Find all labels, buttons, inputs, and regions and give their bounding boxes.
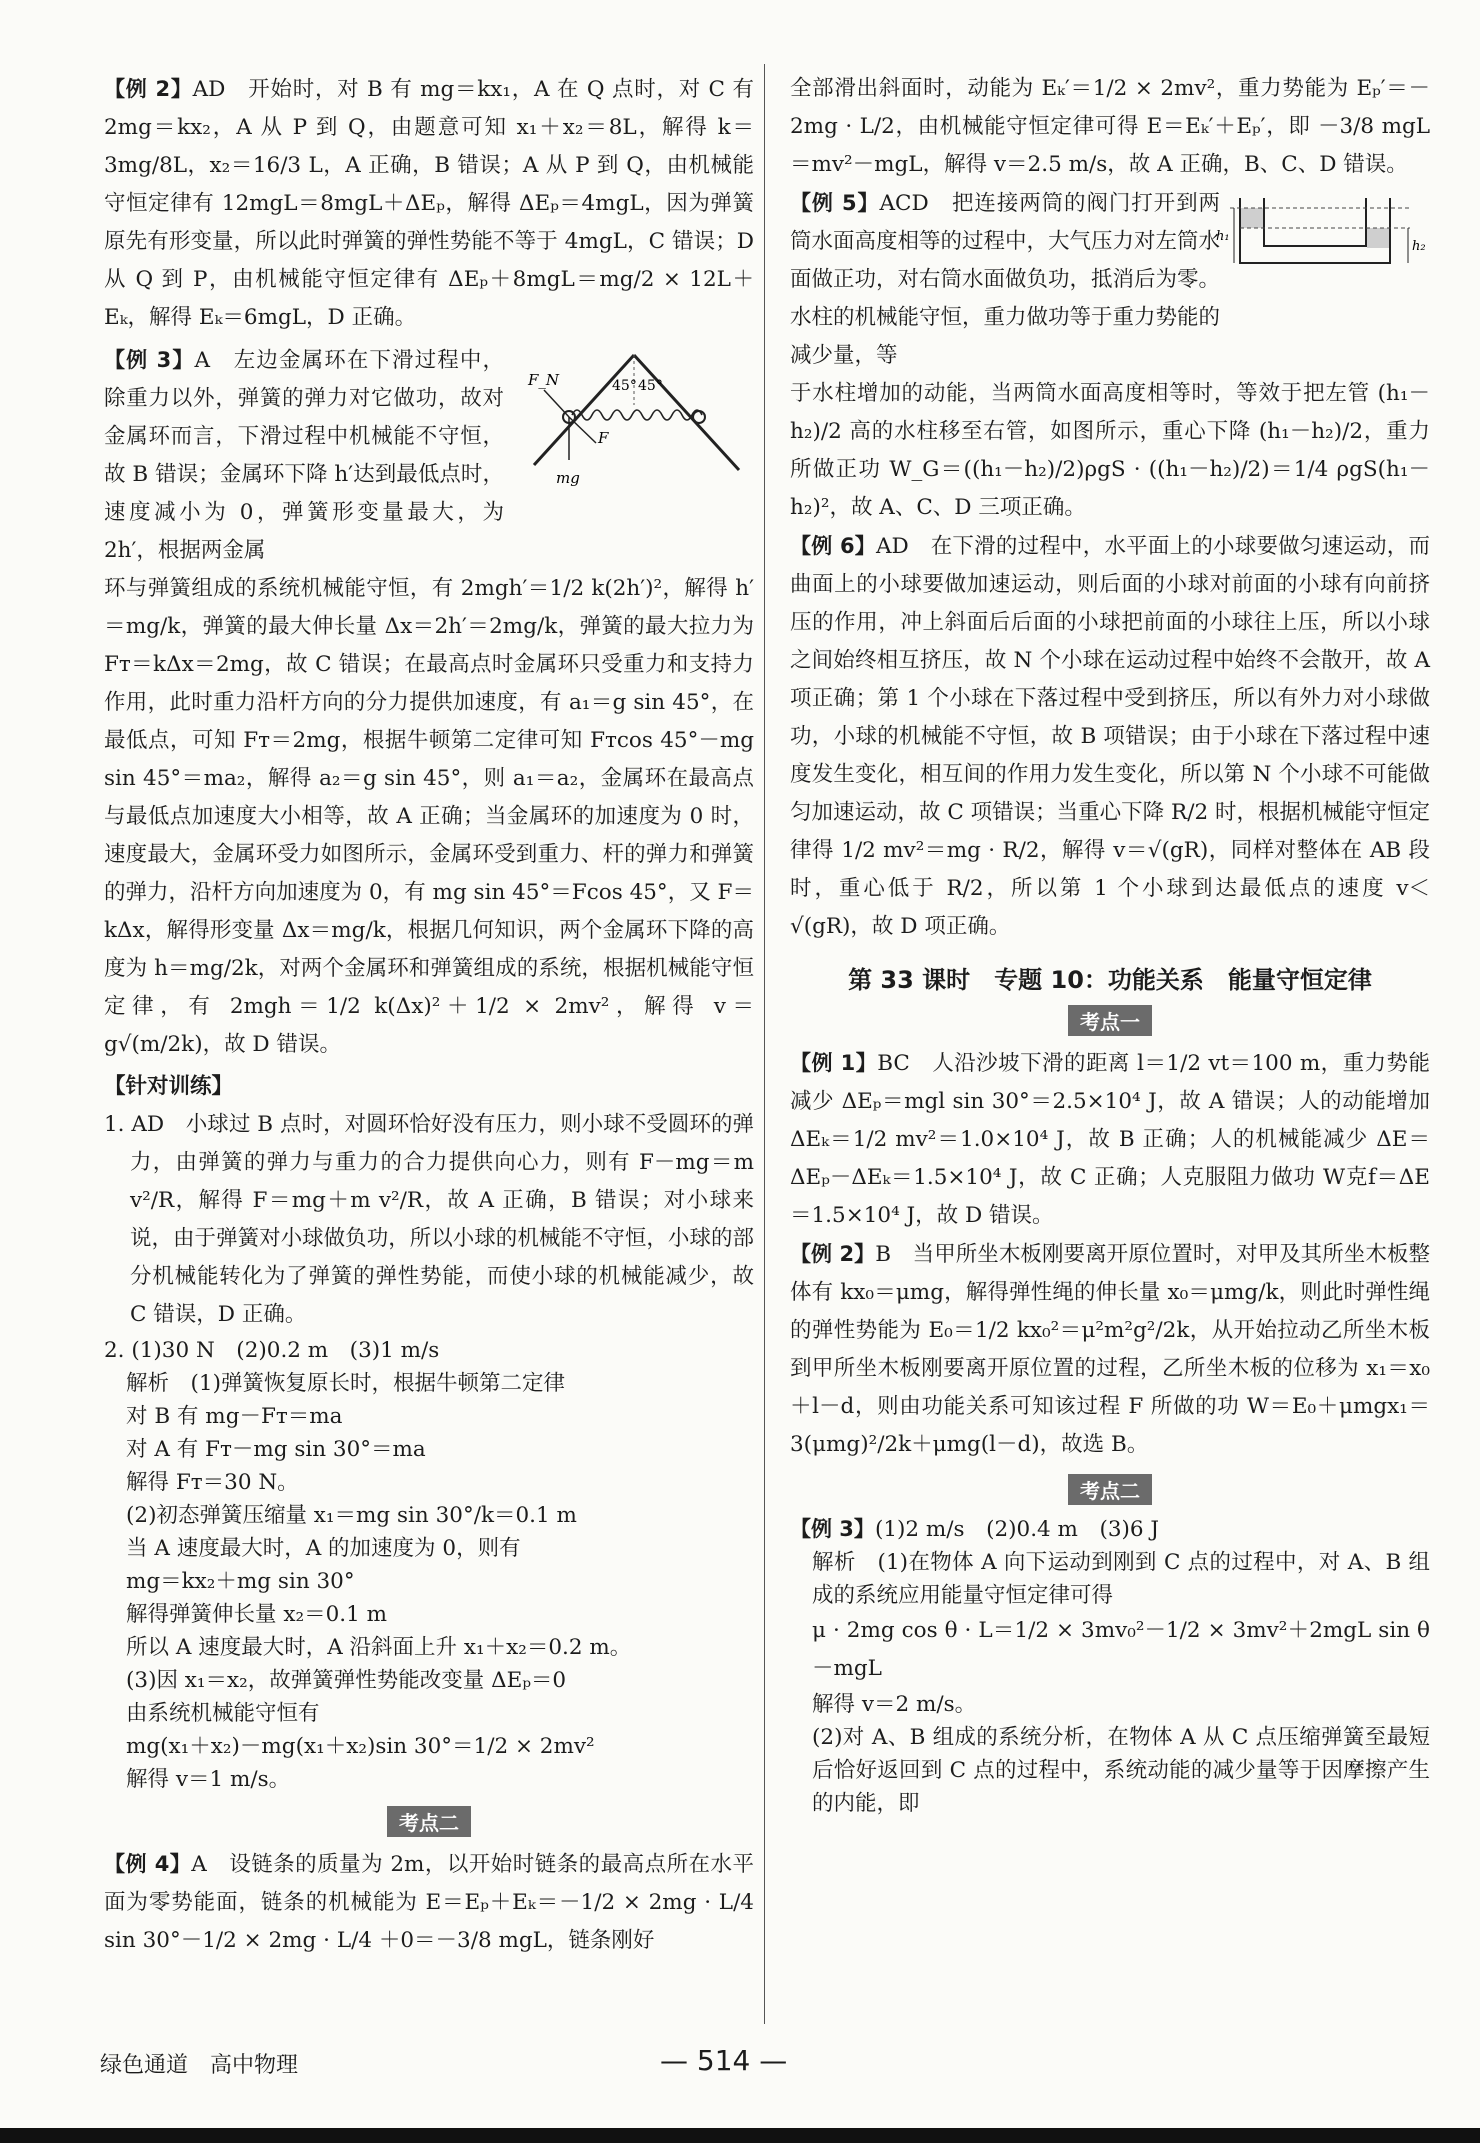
- f-label: F: [598, 429, 609, 447]
- example-2: [104, 70, 754, 337]
- example-text: AD 开始时，对 B 有 mg＝kx₁，A 在 Q 点时，对 C 有 2mg＝kx₂，A 从 P 到 Q，由题意可知 x₁＋x₂＝8L，解得 k＝3mg/8L，x₂＝16/3 L，A 正确，B 错误；A 从 P 到 Q，由机械能守恒定律有 12mgL＝8mgL＋ΔEₚ，解得 ΔEₚ＝4mgL，因为弹簧原先有形变量，所以此时弹簧的弹性势能不等于 4mgL，C 错误；D 从 Q 到 P，由机械能守恒定律有 ΔEₚ＋8mgL＝mg/2 × 12L＋Eₖ，解得 Eₖ＝6mgL，D 正确。: [104, 77, 754, 330]
- solution-line: 解析 (1)在物体 A 向下运动到刚到 C 点的过程中，对 A、B 组成的系统应用能量守恒定律可得: [812, 1550, 1430, 1608]
- solution-line: 当 A 速度最大时，A 的加速度为 0，则有: [126, 1536, 521, 1561]
- example-text: A 左边金属环在下滑过程中，除重力以外，弹簧的弹力对它做功，故对金属环而言，下滑过程中机械能不守恒，故 B 错误；金属环下降 h′达到最低点时，速度减小为 0，弹簧形变量最大，为 2h′，根据两金属: [104, 348, 504, 563]
- lesson-example-3-answer: [790, 1513, 1430, 1546]
- training-question-2-answer: 2. (1)30 N (2)0.2 m (3)1 m/s: [104, 1338, 440, 1363]
- page-number: — 514 —: [660, 2044, 788, 2077]
- section-title: 考点一: [1068, 1005, 1152, 1036]
- example-4-continued: 全部滑出斜面时，动能为 Eₖ′＝1/2 × 2mv²，重力势能为 Eₚ′＝－2mg · L/2，由机械能守恒定律可得 E＝Eₖ′＋Eₚ′，即 －3/8 mgL＝mv²－mgL，解得 v＝2.5 m/s，故 A 正确，B、C、D 错误。: [790, 76, 1430, 177]
- h1-label: h₁: [1216, 229, 1230, 244]
- example-text: A 设链条的质量为 2m，以开始时链条的最高点所在水平面为零势能面，链条的机械能为 E＝Eₚ＋Eₖ＝－1/2 × 2mg · L/4 sin 30°－1/2 × 2mg · L/4 ＋0＝－3/8 mgL，链条刚好: [104, 1852, 754, 1953]
- example-3-text-b: 环与弹簧组成的系统机械能守恒，有 2mgh′＝1/2 k(2h′)²，解得 h′＝mg/k，弹簧的最大伸长量 Δx＝2h′＝2mg/k，弹簧的最大拉力为 Fᴛ＝kΔx＝2mg，故 C 错误；在最高点时金属环只受重力和支持力作用，此时重力沿杆方向的分力提供加速度，有 a₁＝g sin 45°，在最低点，可知 Fᴛ＝2mg，根据牛顿第二定律可知 Fᴛcos 45°－mg sin 45°＝ma₂，解得 a₂＝g sin 45°，则 a₁＝a₂，金属环在最高点与最低点加速度大小相等，故 A 正确；当金属环的加速度为 0 时，速度最大，金属环受力如图所示，金属环受到重力、杆的弹力和弹簧的弹力，沿杆方向加速度为 0，有 mg sin 45°＝Fcos 45°，又 F＝kΔx，解得形变量 Δx＝mg/k，根据几何知识，两个金属环下降的高度为 h＝mg/2k，对两个金属环和弹簧组成的系统，根据机械能守恒定律，有 2mgh＝1/2 k(Δx)²＋1/2 × 2mv²，解得 v＝g√(m/2k)，故 D 错误。: [104, 576, 754, 1057]
- solution-line: (2)对 A、B 组成的系统分析，在物体 A 从 C 点压缩弹簧至最短后恰好返回到 C 点的过程中，系统动能的减少量等于因摩擦产生的内能，即: [812, 1725, 1430, 1816]
- h2-label: h₂: [1412, 239, 1426, 254]
- metal-ring-spring-figure: [514, 345, 754, 495]
- solution-line: 解得 Fᴛ＝30 N。: [126, 1470, 299, 1495]
- example-label: 【例 5】: [790, 191, 880, 215]
- book-title: 绿色通道 高中物理: [100, 2053, 299, 2078]
- example-label: 【例 2】: [790, 1242, 876, 1266]
- solution-line: 解得 v＝2 m/s。: [812, 1692, 977, 1717]
- solution-line: 对 A 有 Fᴛ－mg sin 30°＝ma: [126, 1437, 426, 1462]
- left-column: [104, 70, 754, 1960]
- training-question-2-solution: [104, 1367, 754, 1796]
- solution-line: (3)因 x₁＝x₂，故弹簧弹性势能改变量 ΔEₚ＝0: [126, 1668, 567, 1693]
- connected-tubes-figure: [1216, 188, 1430, 298]
- solution-line: 解析 (1)弹簧恢复原长时，根据牛顿第二定律: [126, 1371, 565, 1396]
- solution-line: (2)初态弹簧压缩量 x₁＝mg sin 30°/k＝0.1 m: [126, 1503, 577, 1528]
- example-text: BC 人沿沙坡下滑的距离 l＝1/2 vt＝100 m，重力势能减少 ΔEₚ＝mgl sin 30°＝2.5×10⁴ J，故 A 错误；人的动能增加 ΔEₖ＝1/2 mv²＝1.0×10⁴ J，故 B 正确；人的机械能减少 ΔE＝ΔEₚ－ΔEₖ＝1.5×10⁴ J，故 C 正确；人克服阻力做功 W克f＝ΔE＝1.5×10⁴ J，故 D 错误。: [790, 1051, 1430, 1228]
- example-label: 【例 3】: [104, 348, 195, 372]
- training-question-1: 1. AD 小球过 B 点时，对圆环恰好没有压力，则小球不受圆环的弹力，由弹簧的弹力与重力的合力提供向心力，则有 F－mg＝m v²/R，解得 F＝mg＋m v²/R，故 A 正确，B 错误；对小球来说，由于弹簧对小球做负功，所以小球的机械能不守恒，小球的部分机械能转化为了弹簧的弹性势能，而使小球的机械能减少，故 C 错误，D 正确。: [104, 1112, 754, 1327]
- solution-line: 解得弹簧伸长量 x₂＝0.1 m: [126, 1602, 387, 1627]
- lesson-title: 第 33 课时 专题 10：功能关系 能量守恒定律: [848, 966, 1372, 994]
- solution-line: mg(x₁＋x₂)－mg(x₁＋x₂)sin 30°＝1/2 × 2mv²: [126, 1734, 595, 1759]
- bottom-edge: [0, 2128, 1480, 2143]
- section-header: [790, 1474, 1430, 1505]
- solution-line: 所以 A 速度最大时，A 沿斜面上升 x₁＋x₂＝0.2 m。: [126, 1635, 632, 1660]
- example-5-text-b: 于水柱增加的动能，当两筒水面高度相等时，等效于把左管 (h₁－h₂)/2 高的水柱移至右管，如图所示，重心下降 (h₁－h₂)/2，重力所做正功 W_G＝((h₁－h₂)/2)ρgS · ((h₁－h₂)/2)＝1/4 ρgS(h₁－h₂)²，故 A、C、D 三项正确。: [790, 381, 1430, 520]
- example-text: AD 在下滑的过程中，水平面上的小球要做匀速运动，而曲面上的小球要做加速运动，则后面的小球对前面的小球有向前挤压的作用，冲上斜面后后面的小球把前面的小球往上压，所以小球之间始终相互挤压，故 N 个小球在运动过程中始终不会散开，故 A 项正确；第 1 个小球在下落过程中受到挤压，所以有外力对小球做功，小球的机械能不守恒，故 B 项错误；由于小球在下落过程中速度发生变化，相互间的作用力发生变化，所以第 N 个小球不可能做匀加速运动，故 C 项错误；当重心下降 R/2 时，根据机械能守恒定律得 1/2 mv²＝mg · R/2，解得 v＝√(gR)，同样对整体在 AB 段时，重心低于 R/2，所以第 1 个小球到达最低点的速度 v＜√(gR)，故 D 项正确。: [790, 534, 1430, 939]
- solution-line: 对 B 有 mg－Fᴛ＝ma: [126, 1404, 343, 1429]
- column-divider: [764, 64, 765, 2024]
- lesson-example-3-solution: [790, 1546, 1430, 1820]
- section-title: 考点二: [387, 1806, 471, 1837]
- example-text: B 当甲所坐木板刚要离开原位置时，对甲及其所坐木板整体有 kx₀＝μmg，解得弹性绳的伸长量 x₀＝μmg/k，则此时弹性绳的弹性势能为 E₀＝1/2 kx₀²＝μ²m²g²/2k，从开始拉动乙所坐木板到甲所坐木板刚要离开原位置的过程，乙所坐木板的位移为 x₁＝x₀＋l－d，则由功能关系可知该过程 F 所做的功 W＝E₀＋μmgx₁＝3(μmg)²/2k＋μmg(l－d)，故选 B。: [790, 1242, 1430, 1457]
- section-header: [790, 1005, 1430, 1036]
- example-label: 【例 3】: [790, 1517, 875, 1541]
- example-label: 【例 4】: [104, 1852, 192, 1876]
- example-3: [104, 341, 754, 1064]
- solution-line: 由系统机械能守恒有: [126, 1701, 320, 1726]
- example-text: ACD 把连接两筒的阀门打开到两筒水面高度相等的过程中，大气压力对左筒水面做正功，对右筒水面做负功，抵消后为零。水柱的机械能守恒，重力做功等于重力势能的减少量，等: [790, 191, 1221, 368]
- section-header: [104, 1806, 754, 1837]
- mg-label: mg: [556, 469, 580, 487]
- example-5: [790, 184, 1430, 527]
- section-title: 考点二: [1068, 1474, 1152, 1505]
- solution-line: μ · 2mg cos θ · L＝1/2 × 3mv₀²－1/2 × 3mv²＋2mgL sin θ －mgL: [812, 1618, 1430, 1681]
- example-label: 【例 1】: [790, 1051, 878, 1075]
- lesson-example-1: [790, 1044, 1430, 1235]
- lesson-example-2: [790, 1235, 1430, 1464]
- fn-label: F_N: [528, 371, 560, 389]
- right-column: [790, 70, 1430, 1820]
- solution-line: 解得 v＝1 m/s。: [126, 1767, 291, 1792]
- example-label: 【例 2】: [104, 77, 193, 101]
- example-label: 【例 6】: [790, 534, 877, 558]
- angle-label-2: 45°: [638, 378, 663, 394]
- solution-line: mg＝kx₂＋mg sin 30°: [126, 1569, 355, 1594]
- training-title: 【针对训练】: [104, 1074, 234, 1099]
- answer-text: (1)2 m/s (2)0.4 m (3)6 J: [874, 1517, 1160, 1542]
- example-6: [790, 527, 1430, 946]
- example-4: [104, 1845, 754, 1960]
- angle-label-1: 45°: [612, 378, 637, 394]
